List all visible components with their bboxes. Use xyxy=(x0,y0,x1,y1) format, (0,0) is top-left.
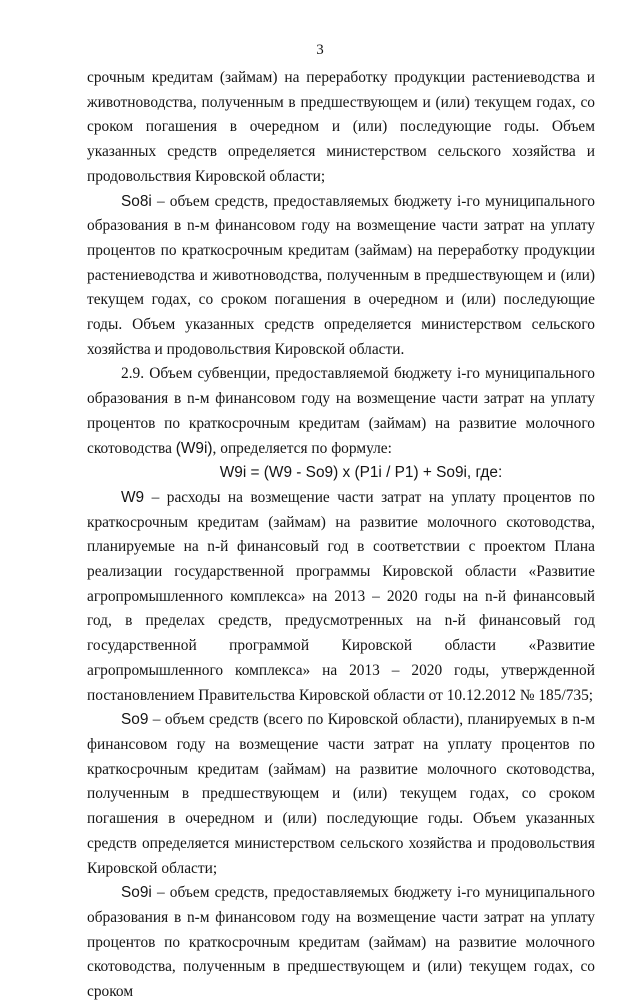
symbol-so9i: So9i xyxy=(121,884,152,902)
symbol-w9: W9 xyxy=(121,488,145,506)
symbol-so9: So9 xyxy=(121,711,149,729)
paragraph-text: – объем средств (всего по Кировской области), планируемых в n-м финансовом году на возмещение части затрат на уплату процентов по краткосрочным кредитам (займам) на развитие молочного скотоводства, полученным в предшествующем и (или) текущем годах, со сроком погашения в очередном и (или) последующие годы. Объем указанных средств определяется министерством сельского хозяйства и продовольствия Кировской области; xyxy=(87,711,595,877)
paragraph-so9 xyxy=(87,708,595,881)
paragraph-so8i xyxy=(87,190,595,363)
symbol-so8i: So8i xyxy=(121,192,152,210)
paragraph-text: – объем средств, предоставляемых бюджету i-го муниципального образования в n-м финансовом году на возмещение части затрат на уплату процентов по краткосрочным кредитам (займам) на переработку продукции растениеводства и животноводства, полученным в предшествующем и (или) текущем годах, со сроком погашения в очередном и (или) последующие годы. Объем указанных средств определяется министерством сельского хозяйства и продовольствия Кировской области. xyxy=(87,192,595,358)
document-body xyxy=(87,66,595,1005)
symbol-w9i: (W9i) xyxy=(175,439,213,457)
paragraph-text: 2.9. Объем субвенции, предоставляемой бюджету i-го муниципального образования в n-м финансовом году на возмещение части затрат на уплату процентов по краткосрочным кредитам (займам) на развитие молочного скотоводства xyxy=(87,365,595,457)
paragraph-so9i xyxy=(87,881,595,1005)
paragraph-text: – объем средств, предоставляемых бюджету i-го муниципального образования в n-м финансовом году на возмещение части затрат на уплату процентов по краткосрочным кредитам (займам) на развитие молочного скотоводства, полученным в предшествующем и (или) текущем годах, со сроком xyxy=(87,884,595,1001)
paragraph-continuation xyxy=(87,66,595,190)
paragraph-text: срочным кредитам (займам) на переработку продукции растениеводства и животноводства, полученным в предшествующем и (или) текущем годах, со сроком погашения в очередном и (или) последующие годы. Объем указанных средств определяется министерством сельского хозяйства и продовольствия Кировской области; xyxy=(87,69,595,185)
paragraph-text: , определяется по формуле: xyxy=(212,439,392,457)
paragraph-w9 xyxy=(87,486,595,708)
page-number: 3 xyxy=(316,42,324,58)
paragraph-text: – расходы на возмещение части затрат на уплату процентов по краткосрочным кредитам (займам) на развитие молочного скотоводства, планируемые на n-й финансовый год в соответствии с проектом Плана реализации государственной программы Кировской области «Развитие агропромышленного комплекса» на 2013 – 2020 годы на n-й финансовый год, в пределах средств, предусмотренных на n-й финансовый год государственной программой Кировской области «Развитие агропромышленного комплекса» на 2013 – 2020 годы, утвержденной постановлением Правительства Кировской области от 10.12.2012 № 185/735; xyxy=(87,488,595,704)
formula: W9i = (W9 - So9) x (P1i / P1) + So9i, где: xyxy=(219,464,503,482)
paragraph-2-9 xyxy=(87,362,595,461)
